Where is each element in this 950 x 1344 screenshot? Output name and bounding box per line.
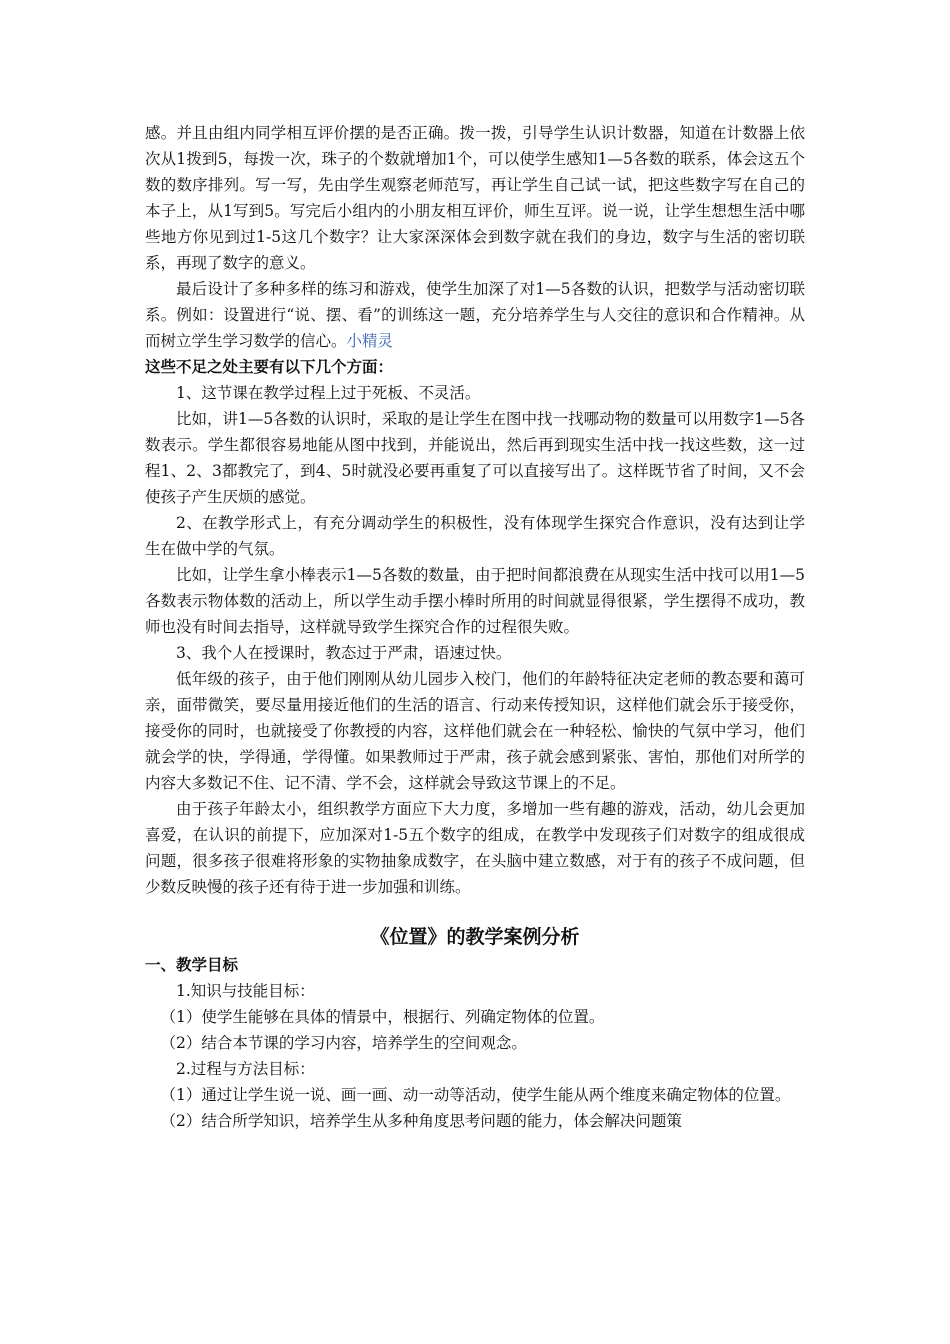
- heading-shortcomings: 这些不足之处主要有以下几个方面：: [145, 358, 394, 376]
- paragraph-exercises: [145, 276, 805, 354]
- goal-2-heading: 2.过程与方法目标：: [176, 1060, 315, 1078]
- document-body: [145, 120, 805, 1134]
- shortcoming-3-detail: 低年级的孩子，由于他们刚刚从幼儿园步入校门，他们的年龄特征决定老师的教态要和蔼可亲，面带微笑，要尽量用接近他们的生活的语言、行动来传授知识，这样他们就会乐于接受你，接受你的同时，也就接受了你教授的内容，这样他们就会在一种轻松、愉快的气氛中学习，他们就会学的快，学得通，学得懂。如果教师过于严肃，孩子就会感到紧张、害怕，那他们对所学的内容大多数记不住、记不清、学不会，这样就会导致这节课上的不足。: [145, 670, 805, 792]
- section-title: 《位置》的教学案例分析: [370, 926, 580, 948]
- goal-1-item-a: （1）使学生能够在具体的情景中，根据行、列确定物体的位置。: [160, 1008, 605, 1026]
- paragraph-conclusion: 由于孩子年龄太小，组织教学方面应下大力度，多增加一些有趣的游戏，活动，幼儿会更加喜爱，在认识的前提下，应加深对1-5五个数字的组成，在教学中发现孩子们对数字的组成很成问题，很多孩子很难将形象的实物抽象成数字，在头脑中建立数感，对于有的孩子不成问题，但少数反映慢的孩子还有待于进一步加强和训练。: [145, 800, 805, 896]
- shortcoming-1: 1、这节课在教学过程上过于死板、不灵活。: [176, 384, 481, 402]
- paragraph-exercises-text: 最后设计了多种多样的练习和游戏，使学生加深了对1—5各数的认识，把数学与活动密切联系。例如：设置进行“说、摆、看”的训练这一题，充分培养学生与人交往的意识和合作精神。从而树立学生学习数学的信心。: [145, 280, 805, 350]
- xiaojingling-link[interactable]: 小精灵: [346, 332, 394, 350]
- heading-teaching-goals: 一、教学目标: [145, 956, 239, 974]
- shortcoming-2-detail: 比如，让学生拿小棒表示1—5各数的数量，由于把时间都浪费在从现实生活中找可以用1—5各数表示物体数的活动上，所以学生动手摆小棒时所用的时间就显得很紧，学生摆得不成功，教师也没有时间去指导，这样就导致学生探究合作的过程很失败。: [145, 566, 805, 636]
- shortcoming-2: 2、在教学形式上，有充分调动学生的积极性，没有体现学生探究合作意识，没有达到让学生在做中学的气氛。: [145, 514, 805, 558]
- shortcoming-1-detail: 比如，讲1—5各数的认识时，采取的是让学生在图中找一找哪动物的数量可以用数字1—5各数表示。学生都很容易地能从图中找到，并能说出，然后再到现实生活中找一找这些数，这一过程1、2、3都教完了，到4、5时就没必要再重复了可以直接写出了。这样既节省了时间，又不会使孩子产生厌烦的感觉。: [145, 410, 805, 506]
- goal-2-item-a: （1）通过让学生说一说、画一画、动一动等活动，使学生能从两个维度来确定物体的位置。: [160, 1086, 791, 1104]
- goal-1-heading: 1.知识与技能目标：: [176, 982, 315, 1000]
- shortcoming-3: 3、我个人在授课时，教态过于严肃，语速过快。: [176, 644, 512, 662]
- goal-1-item-b: （2）结合本节课的学习内容，培养学生的空间观念。: [160, 1034, 527, 1052]
- paragraph-intro: 感。并且由组内同学相互评价摆的是否正确。拨一拨，引导学生认识计数器，知道在计数器上依次从1拨到5，每拨一次，珠子的个数就增加1个，可以使学生感知1—5各数的联系，体会这五个数的数序排列。写一写，先由学生观察老师范写，再让学生自己试一试，把这些数字写在自己的本子上，从1写到5。写完后小组内的小朋友相互评价，师生互评。说一说，让学生想想生活中哪些地方你见到过1-5这几个数字？让大家深深体会到数字就在我们的身边，数字与生活的密切联系，再现了数字的意义。: [145, 124, 805, 272]
- goal-2-item-b: （2）结合所学知识，培养学生从多种角度思考问题的能力，体会解决问题策: [160, 1112, 682, 1130]
